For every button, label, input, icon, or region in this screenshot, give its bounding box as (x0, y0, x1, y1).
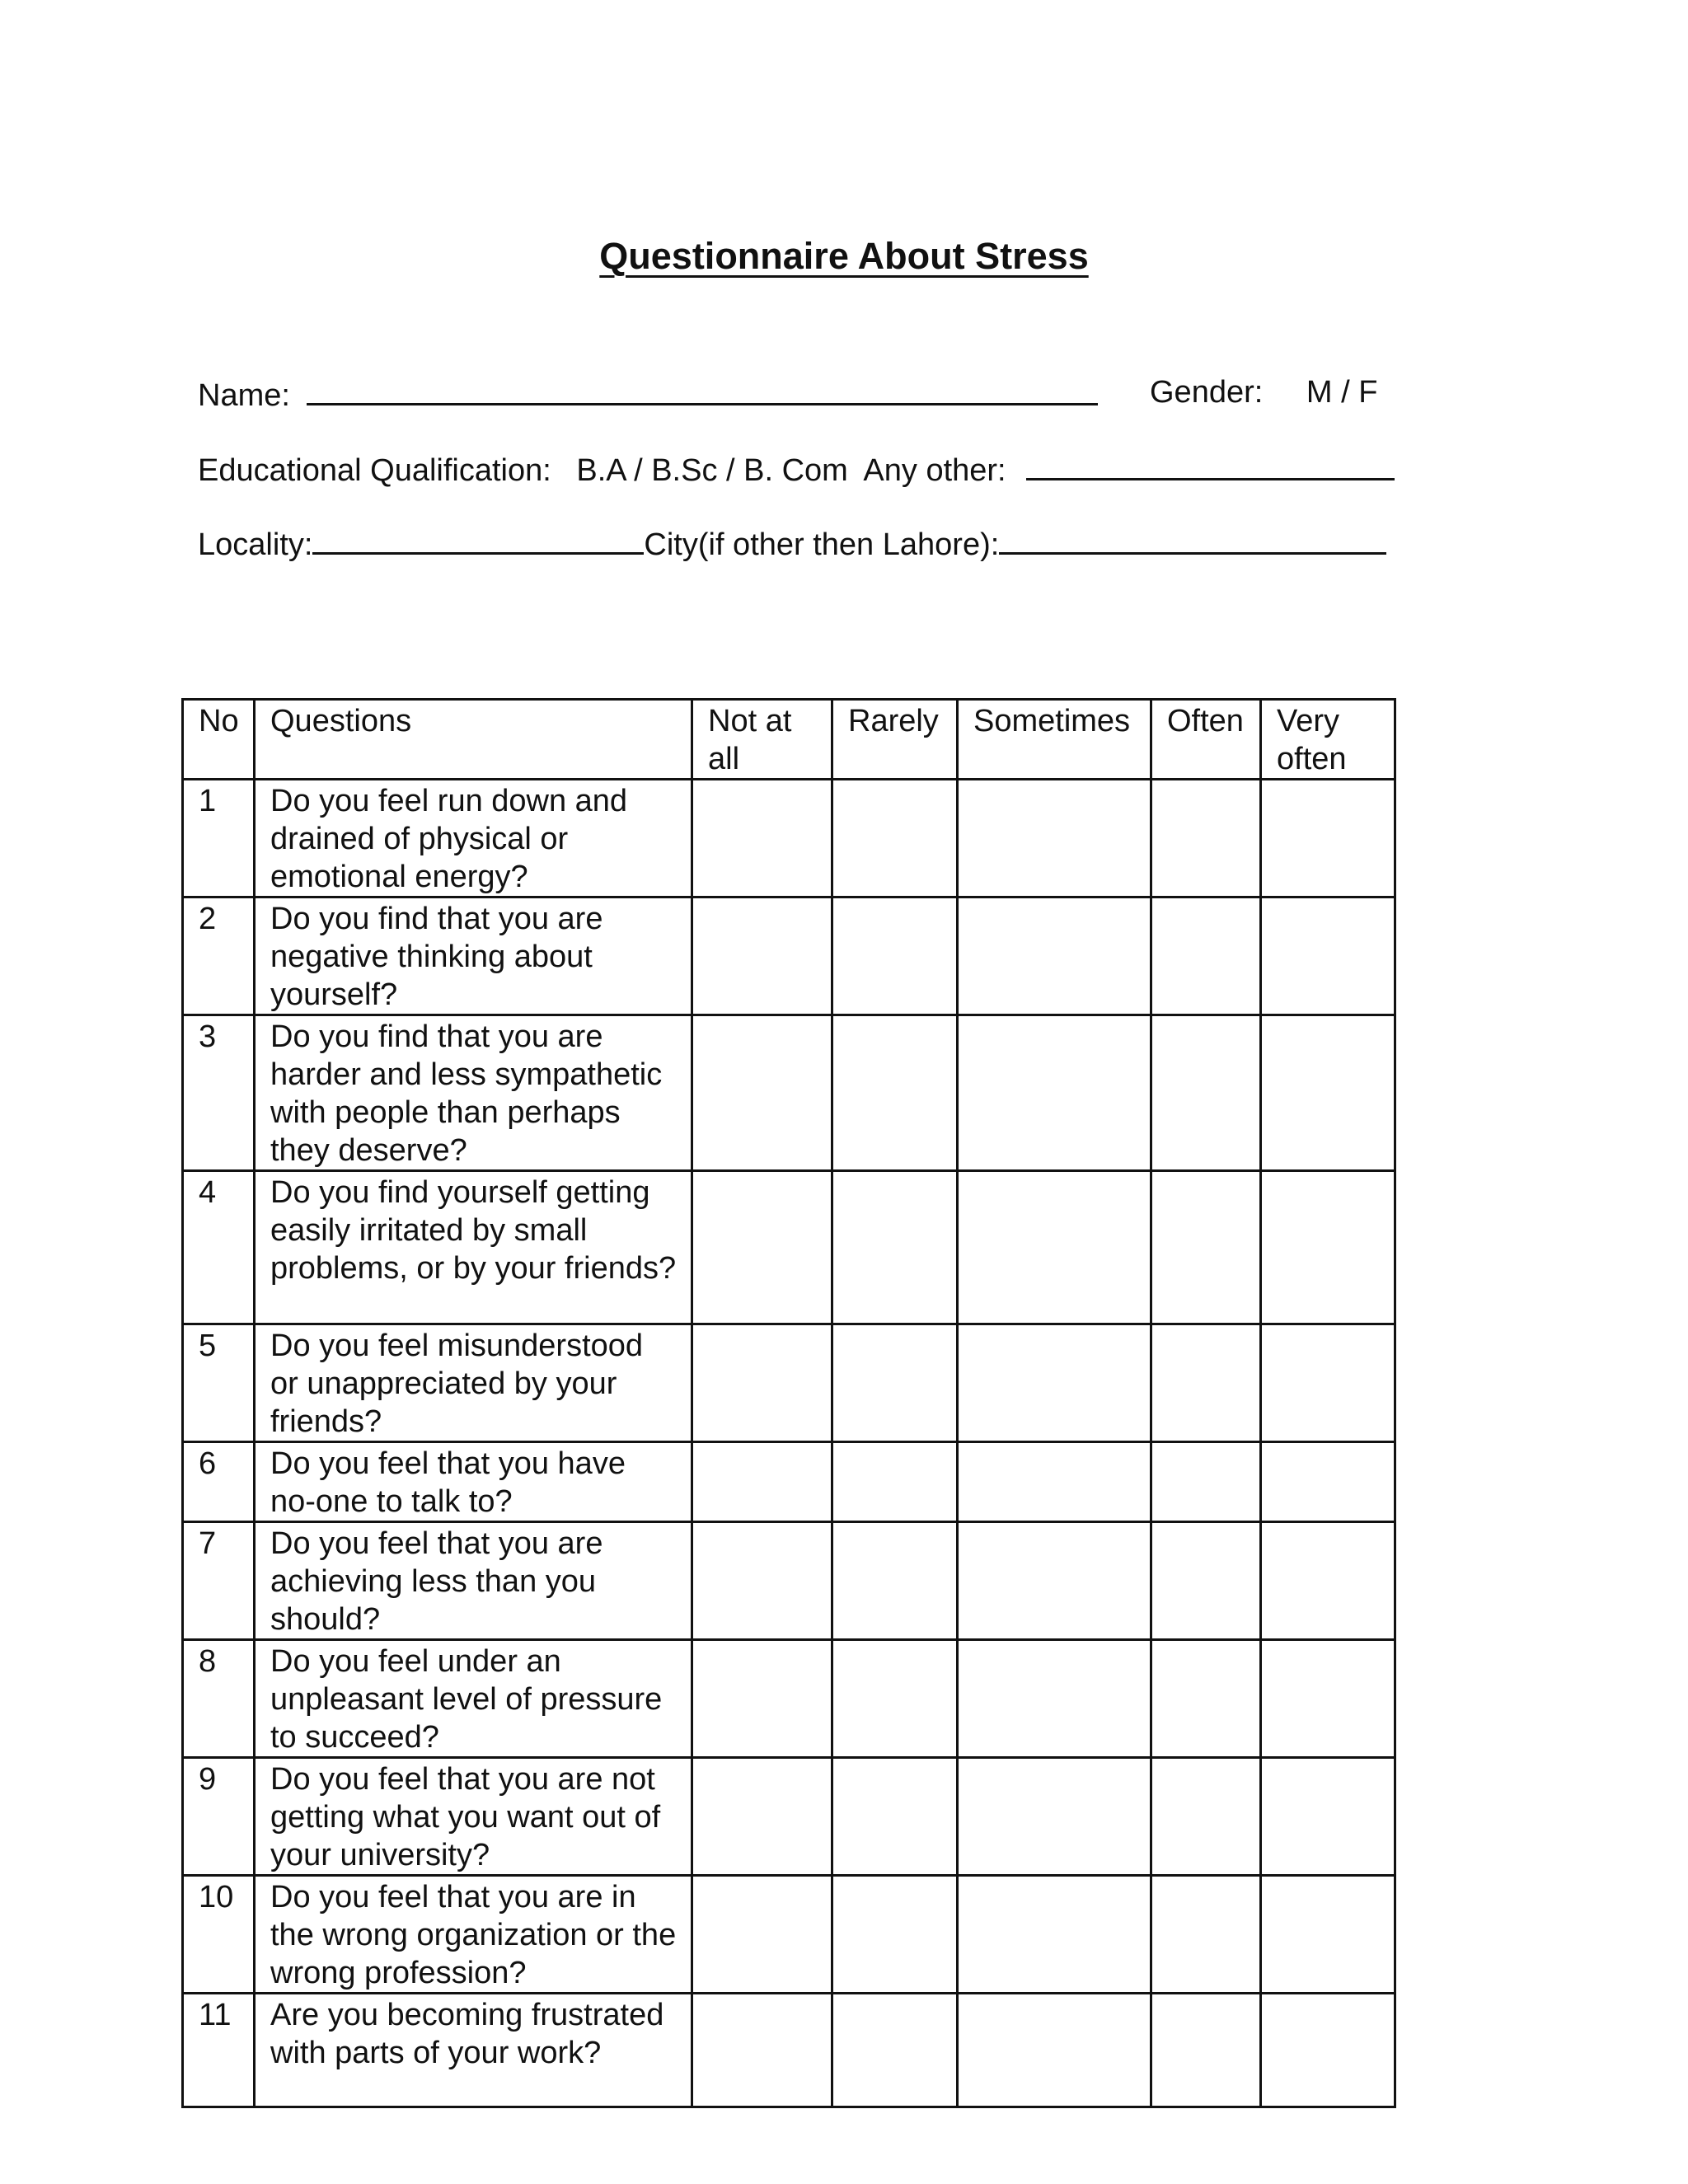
answer-rarely-cell[interactable] (832, 898, 958, 1015)
answer-sometimes-cell[interactable] (958, 1324, 1151, 1442)
answer-sometimes-cell[interactable] (958, 1442, 1151, 1522)
row-number: 7 (183, 1522, 255, 1640)
header-sometimes: Sometimes (958, 700, 1151, 780)
gender-options[interactable]: M / F (1306, 375, 1378, 410)
row-number: 2 (183, 898, 255, 1015)
page-title: Questionnaire About Stress (599, 235, 1089, 277)
answer-very-often-cell[interactable] (1261, 1758, 1395, 1876)
row-number: 5 (183, 1324, 255, 1442)
table-row (183, 1442, 1395, 1522)
answer-rarely-cell[interactable] (832, 1522, 958, 1640)
education-label: Educational Qualification: (198, 453, 551, 488)
answer-often-cell[interactable] (1151, 1324, 1261, 1442)
answer-sometimes-cell[interactable] (958, 1994, 1151, 2107)
answer-often-cell[interactable] (1151, 1171, 1261, 1324)
table-row (183, 1015, 1395, 1171)
city-label: City(if other then Lahore): (644, 527, 1000, 562)
answer-very-often-cell[interactable] (1261, 1994, 1395, 2107)
answer-sometimes-cell[interactable] (958, 1171, 1151, 1324)
answer-often-cell[interactable] (1151, 1522, 1261, 1640)
answer-often-cell[interactable] (1151, 1876, 1261, 1994)
answer-very-often-cell[interactable] (1261, 1015, 1395, 1171)
answer-often-cell[interactable] (1151, 780, 1261, 898)
answer-sometimes-cell[interactable] (958, 898, 1151, 1015)
answer-not-at-all-cell[interactable] (692, 1758, 832, 1876)
row-number: 6 (183, 1442, 255, 1522)
city-blank[interactable] (999, 526, 1386, 555)
answer-often-cell[interactable] (1151, 1758, 1261, 1876)
table-row (183, 1994, 1395, 2107)
question-text: Do you feel under an unpleasant level of pressure to succeed? (255, 1640, 692, 1758)
header-questions: Questions (255, 700, 692, 780)
answer-sometimes-cell[interactable] (958, 1015, 1151, 1171)
answer-not-at-all-cell[interactable] (692, 1522, 832, 1640)
question-text: Are you becoming frustrated with parts of your work? (255, 1994, 692, 2107)
table-row (183, 1522, 1395, 1640)
gender-label: Gender: (1150, 375, 1264, 410)
answer-not-at-all-cell[interactable] (692, 1015, 832, 1171)
answer-very-often-cell[interactable] (1261, 1522, 1395, 1640)
table-row (183, 1171, 1395, 1324)
table-row (183, 1324, 1395, 1442)
answer-rarely-cell[interactable] (832, 1758, 958, 1876)
question-text: Do you feel run down and drained of physical or emotional energy? (255, 780, 692, 898)
answer-very-often-cell[interactable] (1261, 1442, 1395, 1522)
name-field-row (198, 377, 1098, 411)
row-number: 8 (183, 1640, 255, 1758)
table-header-row (183, 700, 1395, 780)
answer-sometimes-cell[interactable] (958, 1522, 1151, 1640)
answer-rarely-cell[interactable] (832, 1324, 958, 1442)
education-other-label: Any other: (863, 453, 1006, 488)
answer-not-at-all-cell[interactable] (692, 1640, 832, 1758)
answer-often-cell[interactable] (1151, 1994, 1261, 2107)
answer-rarely-cell[interactable] (832, 1015, 958, 1171)
question-text: Do you feel that you are not getting what you want out of your university? (255, 1758, 692, 1876)
answer-sometimes-cell[interactable] (958, 1640, 1151, 1758)
row-number: 10 (183, 1876, 255, 1994)
table-row (183, 1640, 1395, 1758)
answer-not-at-all-cell[interactable] (692, 1171, 832, 1324)
row-number: 11 (183, 1994, 255, 2107)
answer-sometimes-cell[interactable] (958, 1758, 1151, 1876)
answer-rarely-cell[interactable] (832, 1876, 958, 1994)
table-row (183, 780, 1395, 898)
answer-very-often-cell[interactable] (1261, 898, 1395, 1015)
answer-not-at-all-cell[interactable] (692, 1324, 832, 1442)
row-number: 3 (183, 1015, 255, 1171)
answer-often-cell[interactable] (1151, 898, 1261, 1015)
answer-very-often-cell[interactable] (1261, 1640, 1395, 1758)
answer-not-at-all-cell[interactable] (692, 1876, 832, 1994)
locality-field-row (198, 526, 1386, 560)
answer-very-often-cell[interactable] (1261, 1324, 1395, 1442)
answer-sometimes-cell[interactable] (958, 780, 1151, 898)
header-rarely: Rarely (832, 700, 958, 780)
header-no: No (183, 700, 255, 780)
header-often: Often (1151, 700, 1261, 780)
answer-rarely-cell[interactable] (832, 1442, 958, 1522)
answer-not-at-all-cell[interactable] (692, 898, 832, 1015)
answer-often-cell[interactable] (1151, 1442, 1261, 1522)
answer-often-cell[interactable] (1151, 1640, 1261, 1758)
answer-very-often-cell[interactable] (1261, 1171, 1395, 1324)
row-number: 9 (183, 1758, 255, 1876)
header-not-at-all: Not at all (692, 700, 832, 780)
table-row (183, 1876, 1395, 1994)
answer-rarely-cell[interactable] (832, 780, 958, 898)
header-very-often: Very often (1261, 700, 1395, 780)
table-row (183, 1758, 1395, 1876)
answer-not-at-all-cell[interactable] (692, 1442, 832, 1522)
question-text: Do you find that you are harder and less sympathetic with people than perhaps they deserve? (255, 1015, 692, 1171)
question-text: Do you find yourself getting easily irritated by small problems, or by your friends? (255, 1171, 692, 1324)
answer-very-often-cell[interactable] (1261, 1876, 1395, 1994)
question-text: Do you feel misunderstood or unappreciated by your friends? (255, 1324, 692, 1442)
answer-rarely-cell[interactable] (832, 1171, 958, 1324)
table-row (183, 898, 1395, 1015)
row-number: 1 (183, 780, 255, 898)
education-other-blank[interactable] (1026, 452, 1395, 480)
answer-often-cell[interactable] (1151, 1015, 1261, 1171)
education-field-row (198, 452, 1395, 486)
question-text: Do you find that you are negative thinking about yourself? (255, 898, 692, 1015)
answer-rarely-cell[interactable] (832, 1640, 958, 1758)
answer-rarely-cell[interactable] (832, 1994, 958, 2107)
locality-label: Locality: (198, 527, 313, 562)
locality-blank[interactable] (312, 526, 644, 555)
row-number: 4 (183, 1171, 255, 1324)
name-blank[interactable] (307, 377, 1098, 405)
answer-not-at-all-cell[interactable] (692, 780, 832, 898)
question-text: Do you feel that you are achieving less than you should? (255, 1522, 692, 1640)
question-text: Do you feel that you are in the wrong organization or the wrong profession? (255, 1876, 692, 1994)
question-text: Do you feel that you have no-one to talk to? (255, 1442, 692, 1522)
gender-field-row (1150, 377, 1377, 408)
answer-not-at-all-cell[interactable] (692, 1994, 832, 2107)
questionnaire-table (181, 698, 1396, 2108)
answer-sometimes-cell[interactable] (958, 1876, 1151, 1994)
education-options[interactable]: B.A / B.Sc / B. Com (576, 453, 848, 488)
name-label: Name: (198, 378, 290, 413)
answer-very-often-cell[interactable] (1261, 780, 1395, 898)
